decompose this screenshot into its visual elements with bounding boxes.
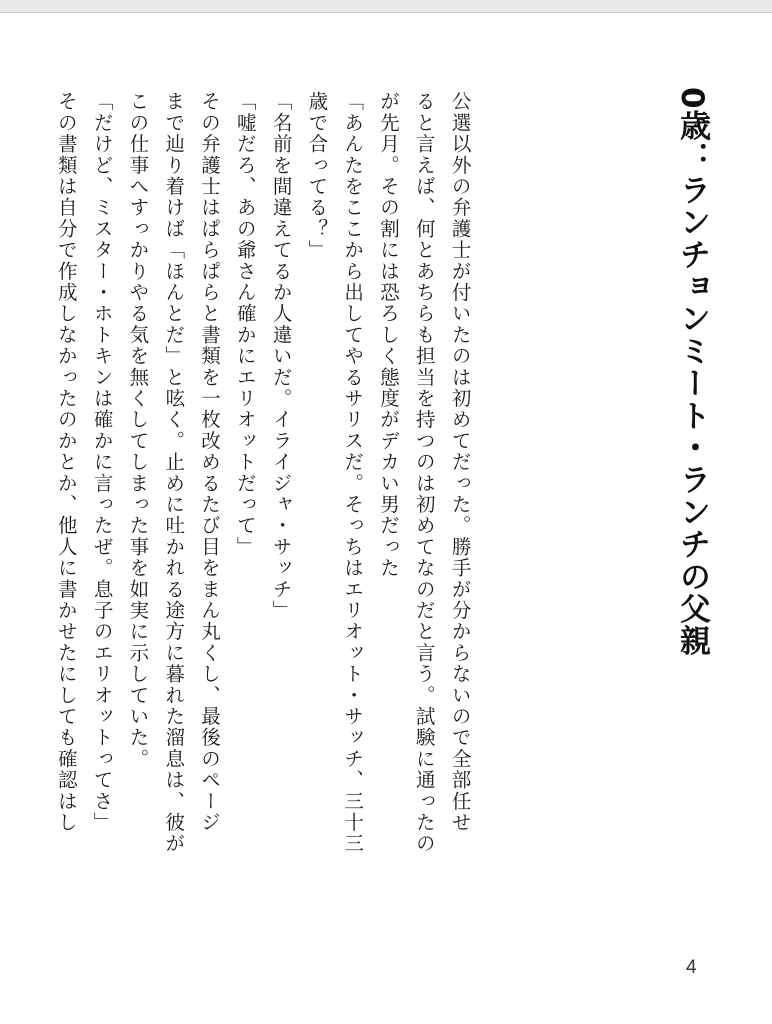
text-column: ると言えば、何とあちらも担当を持つのは初めてなのだと言う。試験に通ったの bbox=[412, 91, 436, 855]
book-page bbox=[0, 13, 772, 1024]
text-column: が先月。その割には恐ろしく態度がデカい男だった bbox=[376, 91, 400, 579]
text-column: 公選以外の弁護士が付いたのは初めてだった。勝手が分からないので全部任せ bbox=[448, 91, 472, 833]
chapter-title: 0歳：ランチョンミート・ランチの父親 bbox=[674, 87, 710, 658]
text-column: 「嘘だろ、あの爺さん確かにエリオットだって」 bbox=[233, 91, 257, 558]
body-text bbox=[48, 91, 478, 921]
text-column: 「あんたをここから出してやるサリスだ。そっちはエリオット・サッチ、三十三 bbox=[341, 91, 365, 855]
text-column: その弁護士はぱらぱらと書類を一枚改めるたび目をまん丸くし、最後のページ bbox=[197, 91, 221, 833]
text-column: この仕事へすっかりやる気を無くしてしまった事を如実に示していた。 bbox=[126, 91, 150, 770]
text-column: 歳で合ってる？」 bbox=[305, 91, 329, 261]
text-column: 「名前を間違えてるか人違いだ。イライジャ・サッチ」 bbox=[269, 91, 293, 621]
top-bar bbox=[0, 0, 772, 13]
text-column: 「だけど、ミスター・ホトキンは確かに言ったぜ。息子のエリオットってさ」 bbox=[90, 91, 114, 833]
text-column: その書類は自分で作成しなかったのかとか、他人に書かせたにしても確認はし bbox=[54, 91, 78, 833]
page-number: 4 bbox=[686, 957, 697, 978]
text-column: まで辿り着けば「ほんとだ」と呟く。止めに吐かれる途方に暮れた溜息は、彼が bbox=[162, 91, 186, 855]
